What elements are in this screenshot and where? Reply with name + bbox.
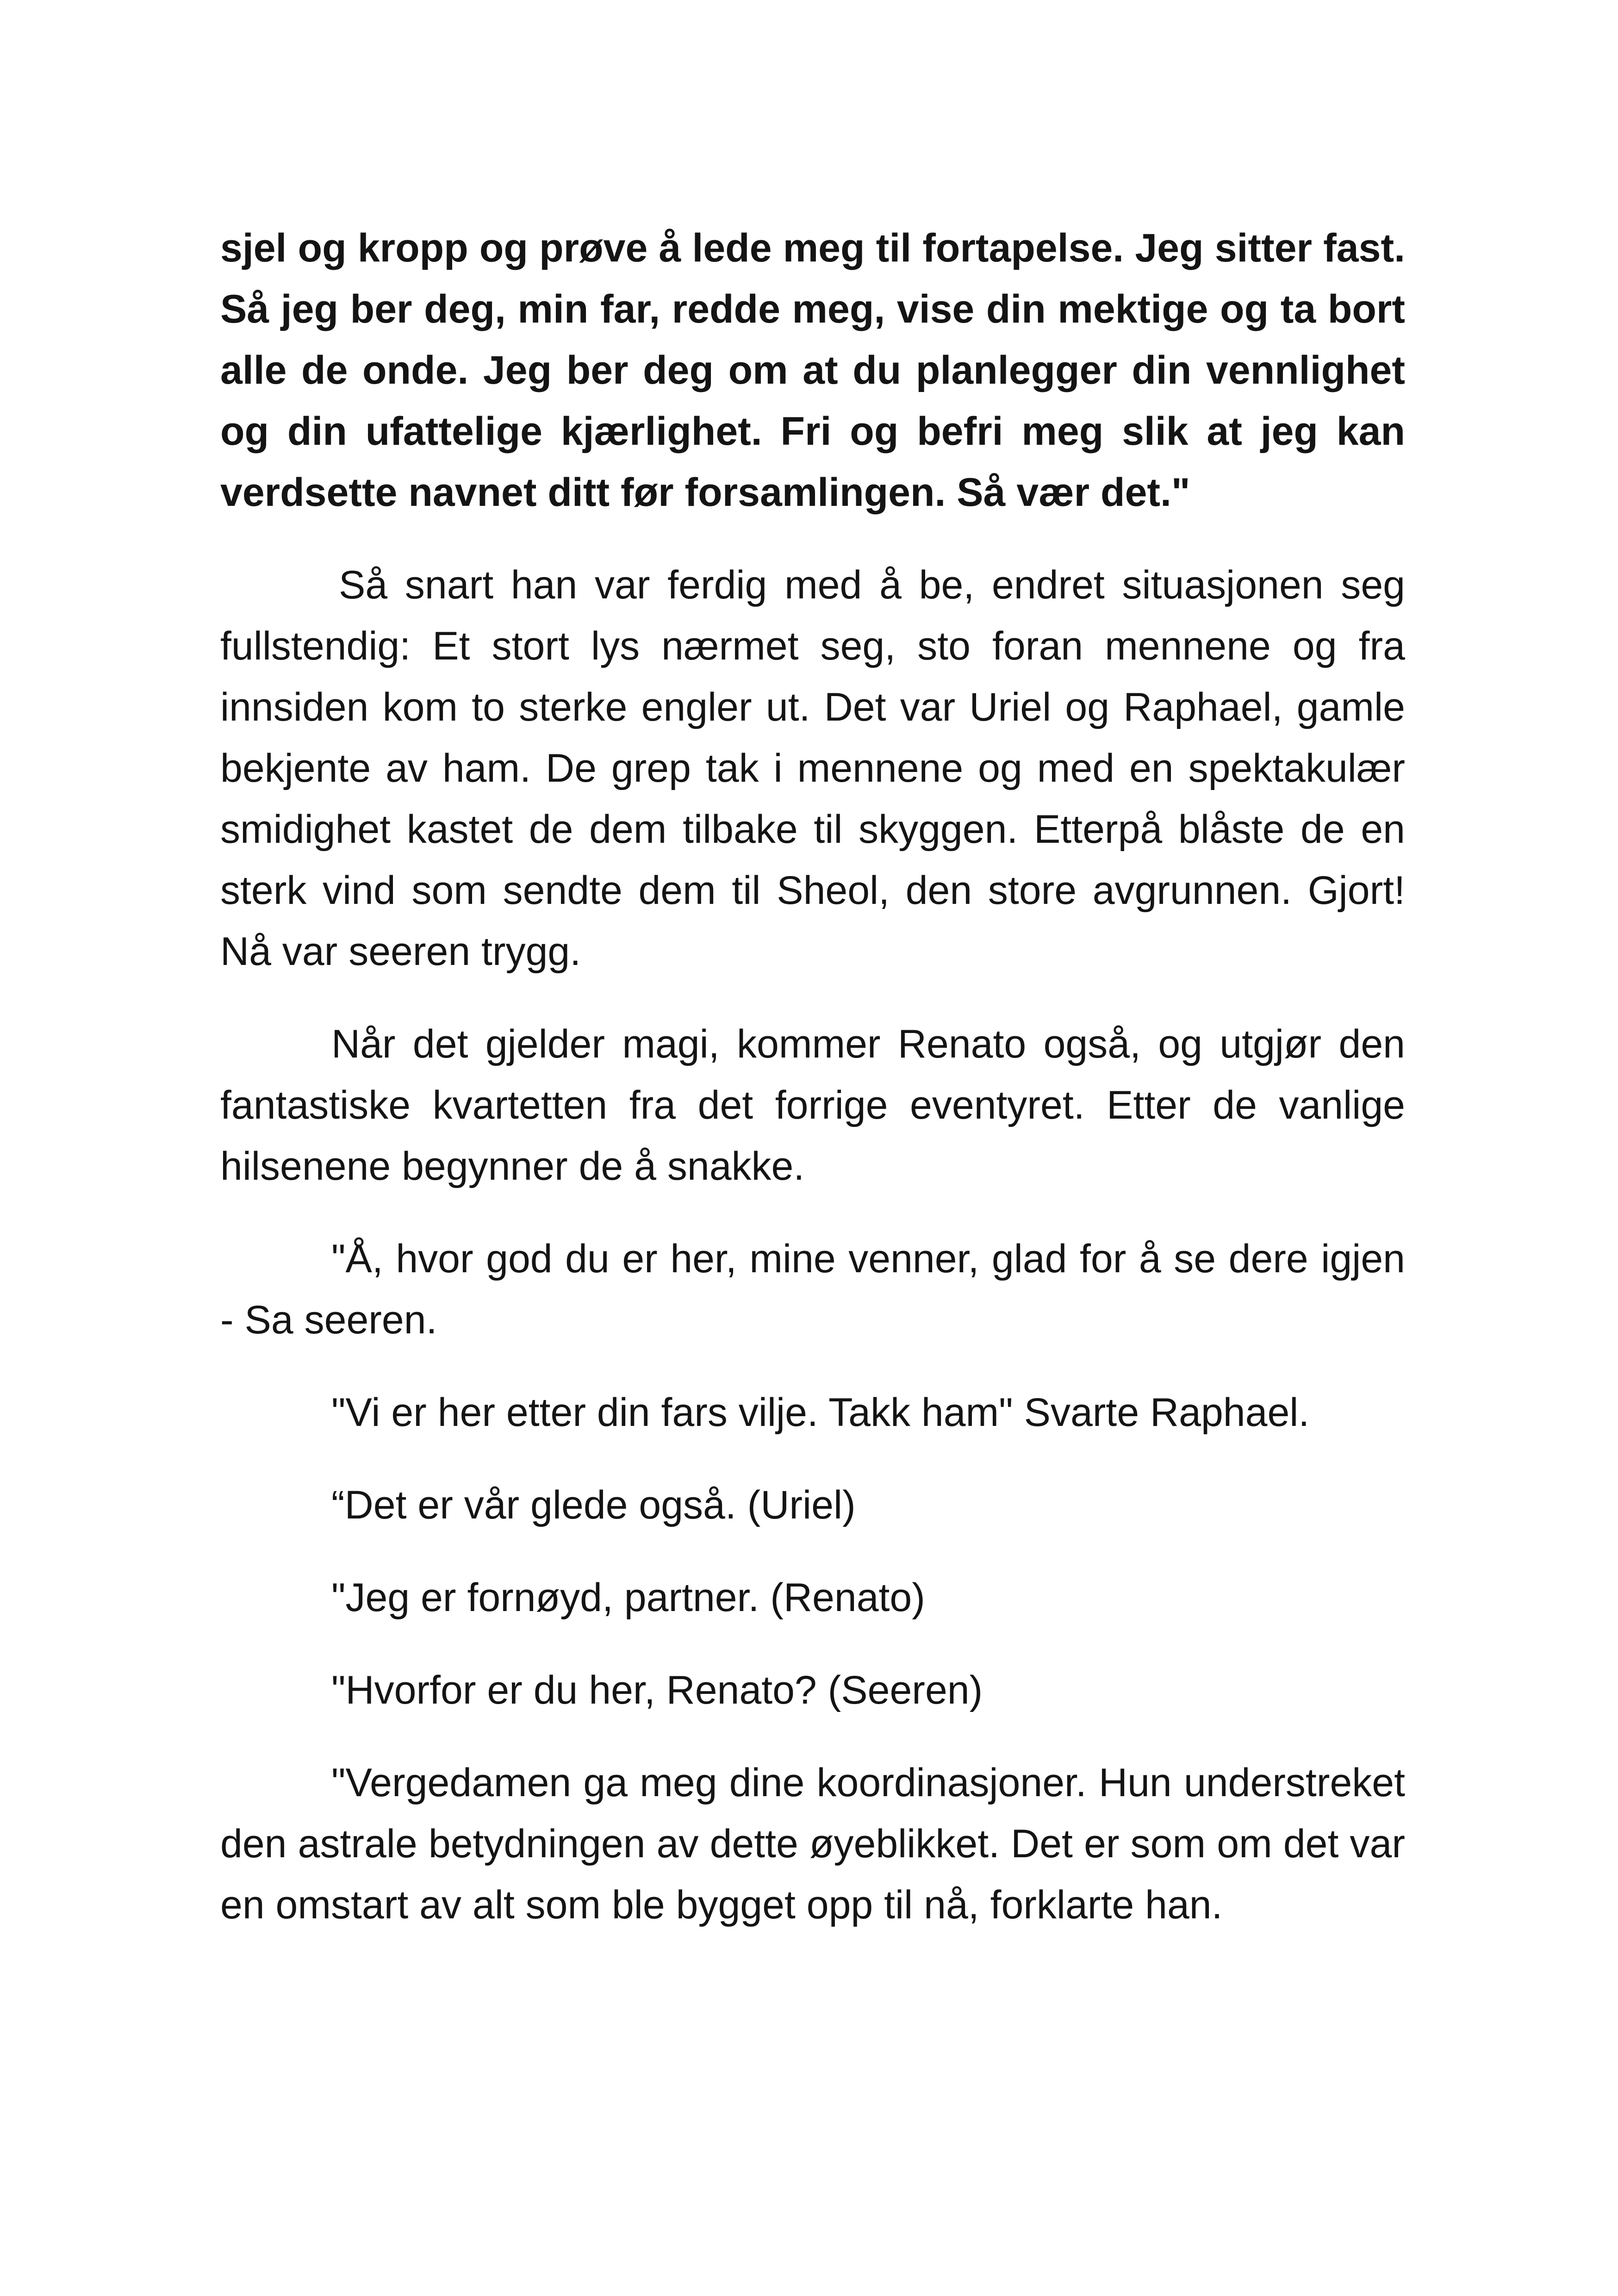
dialogue-uriel: “Det er vår glede også. (Uriel) <box>331 1483 856 1527</box>
dialogue-seer: "Å, hvor god du er her, mine venner, glad for å se dere igjen - Sa seeren. <box>220 1237 1405 1342</box>
narrative-paragraph-angels: Så snart han var ferdig med å be, endret situasjonen seg fullstendig: Et stort lys nærmet seg, sto foran mennene og fra innsiden kom to sterke engler ut. Det var Uriel og Raphael, gamle bekjente av ham. De grep tak i mennene og med en spektakulær smidighet kastet de dem tilbake til skyggen. Etterpå blåste de en sterk vind som sendte dem til Sheol, den store avgrunnen. Gjort! Nå var seeren trygg. <box>220 563 1405 974</box>
dialogue-raphael: "Vi er her etter din fars vilje. Takk ham" Svarte Raphael. <box>331 1390 1310 1435</box>
narrative-paragraph-renato: Når det gjelder magi, kommer Renato også, og utgjør den fantastiske kvartetten fra det forrige eventyret. Etter de vanlige hilsenene begynner de å snakke. <box>220 1022 1405 1188</box>
prayer-paragraph: sjel og kropp og prøve å lede meg til fortapelse. Jeg sitter fast. Så jeg ber deg, min far, redde meg, vise din mektige og ta bort alle de onde. Jeg ber deg om at du planlegger din vennlighet og din ufattelige kjærlighet. Fri og befri meg slik at jeg kan verdsette navnet ditt før forsamlingen. Så vær det." <box>220 226 1405 515</box>
dialogue-renato-explanation: "Vergedamen ga meg dine koordinasjoner. Hun understreket den astrale betydningen av dette øyeblikket. Det er som om det var en omstart av alt som ble bygget opp til nå, forklarte han. <box>220 1761 1405 1927</box>
dialogue-seer-question: "Hvorfor er du her, Renato? (Seeren) <box>331 1668 983 1712</box>
document-page <box>220 218 1405 1967</box>
dialogue-renato: "Jeg er fornøyd, partner. (Renato) <box>331 1575 925 1620</box>
